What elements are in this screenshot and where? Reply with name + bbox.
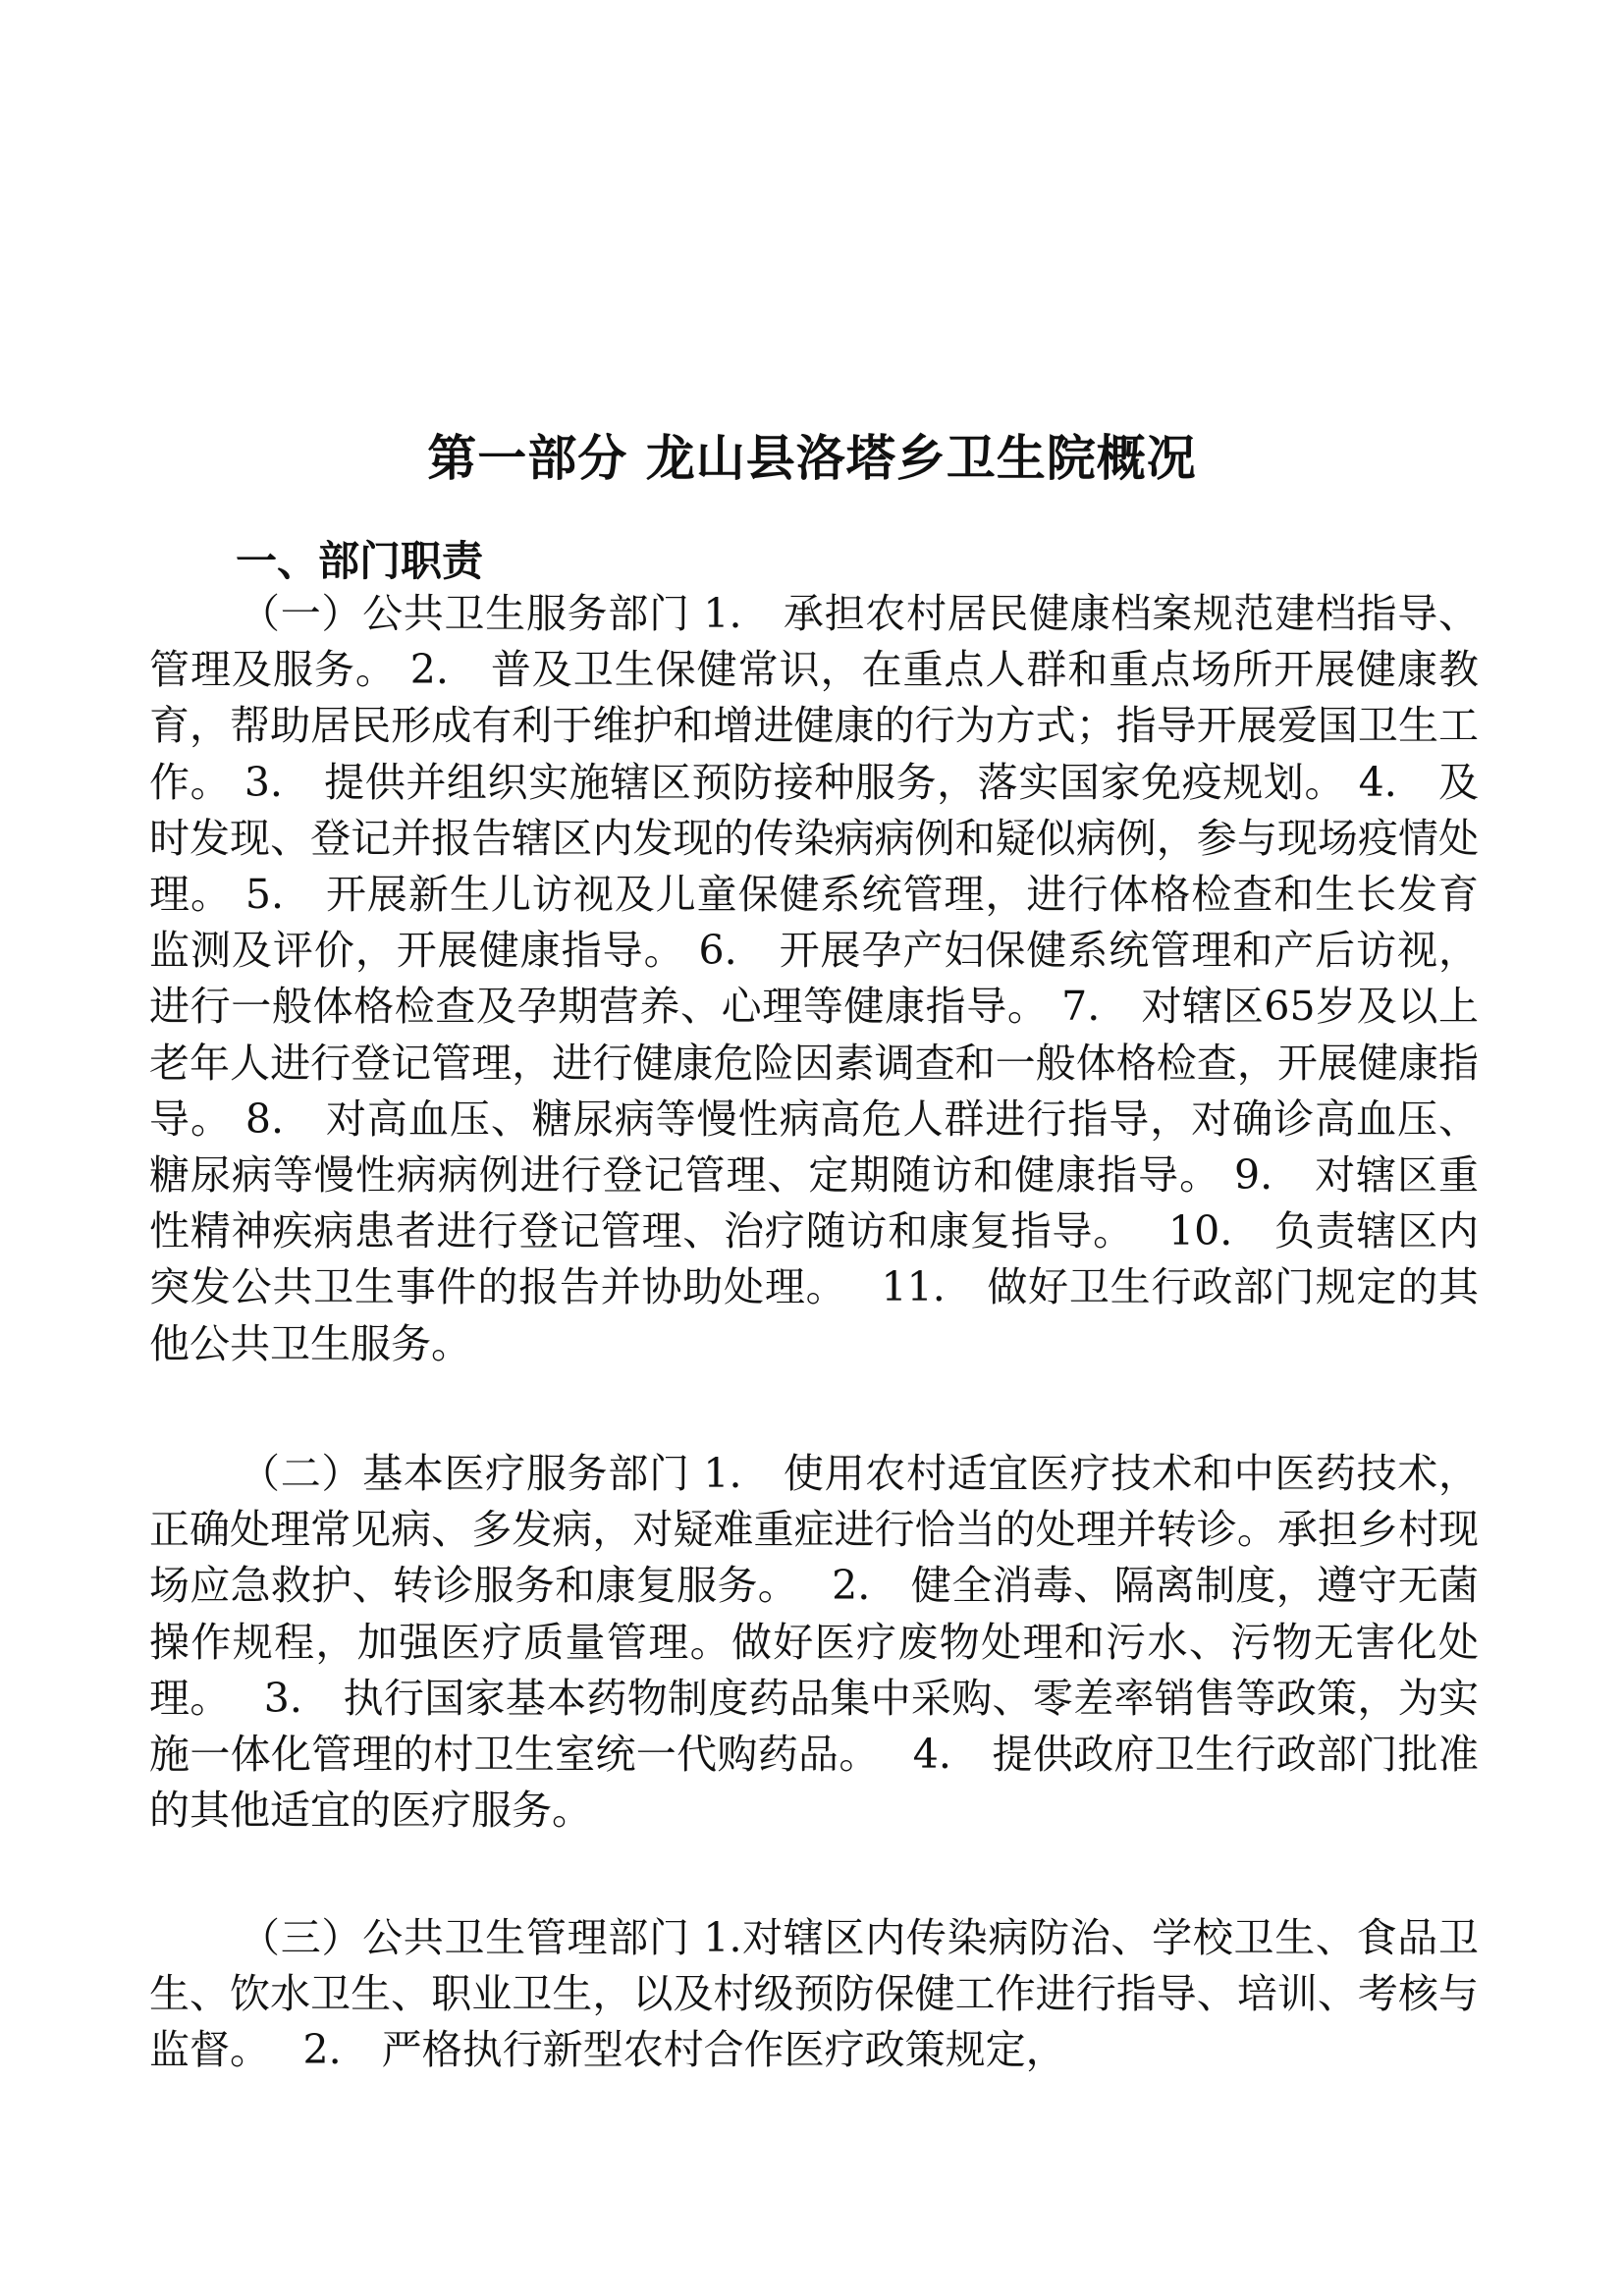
paragraph-public-health-management: （三）公共卫生管理部门 1.对辖区内传染病防治、学校卫生、食品卫生、饮水卫生、职业卫生，以及村级预防保健工作进行指导、培训、考核与监督。 2. 严格执行新型农村合作医疗政策规定， xyxy=(149,1914,1479,2074)
paragraph-public-health-service: （一）公共卫生服务部门 1. 承担农村居民健康档案规范建档指导、管理及服务。 2. 普及卫生保健常识，在重点人群和重点场所开展健康教育，帮助居民形成有利于维护和增进健康的行为方式；指导开展爱国卫生工作。 3. 提供并组织实施辖区预防接种服务，落实国家免疫规划。 4. 及时发现、登记并报告辖区内发现的传染病病例和疑似病例，参与现场疫情处理。 5. 开展新生儿访视及儿童保健系统管理，进行体格检查和生长发育监测及评价，开展健康指导。 6. 开展孕产妇保健系统管理和产后访视，进行一般体格检查及孕期营养、心理等健康指导。 7. 对辖区65岁及以上老年人进行登记管理，进行健康危险因素调查和一般体格检查，开展健康指导。 8. 对高血压、糖尿病等慢性病高危人群进行指导，对确诊高血压、糖尿病等慢性病病例进行登记管理、定期随访和健康指导。 9. 对辖区重性精神疾病患者进行登记管理、治疗随访和康复指导。 10. 负责辖区内突发公共卫生事件的报告并协助处理。 11. 做好卫生行政部门规定的其他公共卫生服务。 xyxy=(149,590,1479,1367)
page-title: 第一部分 龙山县洛塔乡卫生院概况 xyxy=(427,429,1197,487)
paragraph-basic-medical-service: （二）基本医疗服务部门 1. 使用农村适宜医疗技术和中医药技术，正确处理常见病、多发病，对疑难重症进行恰当的处理并转诊。承担乡村现场应急救护、转诊服务和康复服务。 2. 健全消毒、隔离制度，遵守无菌操作规程，加强医疗质量管理。做好医疗废物处理和污水、污物无害化处理。 3. 执行国家基本药物制度药品集中采购、零差率销售等政策，为实施一体化管理的村卫生室统一代购药品。 4. 提供政府卫生行政部门批准的其他适宜的医疗服务。 xyxy=(149,1450,1479,1835)
section-heading: 一、部门职责 xyxy=(236,537,484,585)
